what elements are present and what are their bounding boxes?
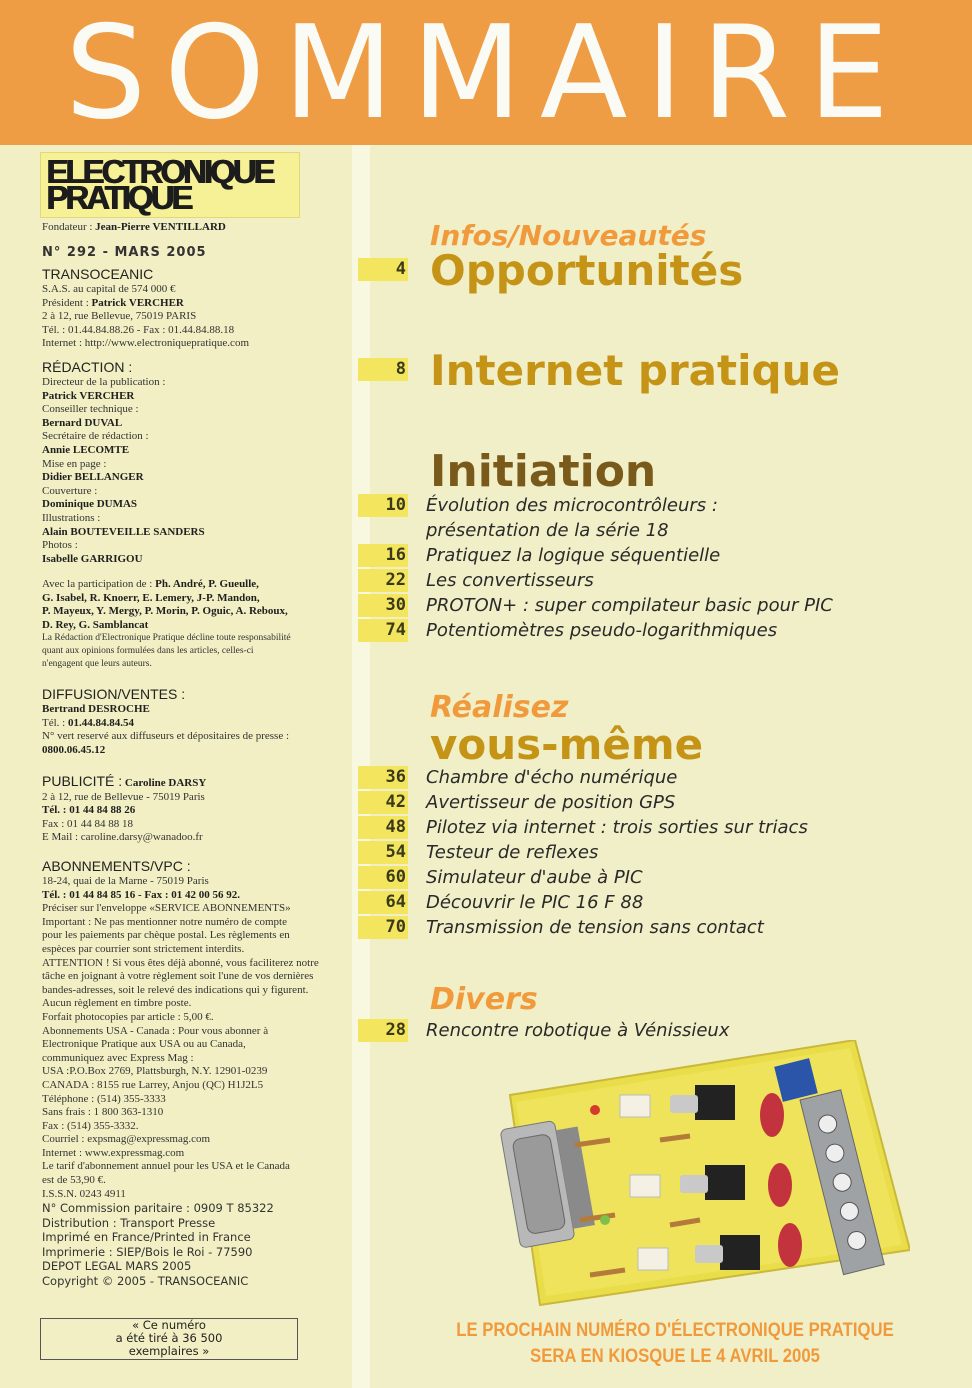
founder-line [42,221,226,235]
abonnement-line: USA :P.O.Box 2769, Plattsburgh, N.Y. 12901-0239 [42,1065,268,1078]
legal-line: Copyright © 2005 - TRANSOCEANIC [42,1273,249,1288]
abonnement-line: tâche en joignant à votre règlement soit l'une de vos dernières [42,970,314,983]
role-name: Alain BOUTEVEILLE SANDERS [42,525,205,538]
role-name: Annie LECOMTE [42,443,130,456]
abonnement-line: Téléphone : (514) 355-3333 [42,1092,166,1105]
participation-block [42,578,291,671]
toc-entry: PROTON+ : super compilateur basic pour PIC [426,595,833,616]
page-title: SOMMAIRE [65,0,907,145]
abonnement-line: Courriel : expsmag@expressmag.com [42,1133,211,1146]
page-number: 36 [358,766,408,789]
toc-entry: Les convertisseurs [426,570,594,591]
abonnement-line: espèces par courrier sont strictement interdits. [42,942,245,955]
print-run-box [40,1318,298,1360]
page-number: 70 [358,916,408,939]
founder-label: Fondateur : [42,221,93,233]
page-number: 60 [358,866,408,889]
print-run-line: exemplaires » [128,1344,210,1358]
toc-entry: Potentiomètres pseudo-logarithmiques [426,620,778,641]
diffusion-phone: 01.44.84.84.54 [67,716,134,729]
participation-line: Ph. André, P. Gueulle, [155,578,259,590]
legal-line: Imprimerie : SIEP/Bois le Roi - 77590 [42,1244,253,1259]
section-heading-infos: Infos/Nouveautés [430,219,707,252]
abonnement-line: Important : Ne pas mentionner notre numéro de compte [42,915,287,928]
publicite-email: E Mail : caroline.darsy@wanadoo.fr [42,831,203,844]
legal-line: N° Commission paritaire : 0909 T 85322 [42,1201,274,1216]
page-number: 42 [358,791,408,814]
participation-line: D. Rey, G. Samblancat [42,618,149,631]
abonnement-line: est de 53,90 €. [42,1174,106,1187]
company-block [42,265,249,351]
abonnement-line: Préciser sur l'enveloppe «SERVICE ABONNEMENTS» [42,902,291,915]
toc-entry: Pratiquez la logique séquentielle [426,545,721,566]
abonnement-line: ATTENTION ! Si vous êtes déjà abonné, vous faciliterez notre [42,956,319,969]
abonnement-line: Forfait photocopies par article : 5,00 €. [42,1010,214,1023]
print-run-line: a été tiré à 36 500 [115,1331,223,1345]
banner [0,0,972,145]
role-name: Patrick VERCHER [42,389,135,402]
logo-line-1: ELECTRONIQUE [46,153,273,190]
role-label: Directeur de la publication : [42,376,166,388]
section-heading-internet: Internet pratique [430,346,840,395]
green-number-label: N° vert reservé aux diffuseurs et dépositaires de presse : [42,730,290,743]
magazine-logo [40,152,300,218]
role-label: Mise en page : [42,457,107,470]
page-number: 16 [358,544,408,567]
role-label: Secrétaire de rédaction : [42,430,149,443]
legal-line: Distribution : Transport Presse [42,1215,216,1230]
toc-entry: Transmission de tension sans contact [426,917,764,938]
company-phone: Tél. : 01.44.84.88.26 - Fax : 01.44.84.88.18 [42,323,235,336]
participation-line: P. Mayeux, Y. Mergy, P. Morin, P. Oguic, A. Reboux, [42,605,288,618]
role-name: Isabelle GARRIGOU [42,552,143,565]
abonnement-line: Abonnements USA - Canada : Pour vous abonner à [42,1024,269,1037]
disclaimer-line: quant aux opinions formulées dans les articles, celles-ci [42,646,254,657]
role-label: Illustrations : [42,511,101,524]
publicite-phone: Tél. : 01 44 84 88 26 [42,804,136,817]
toc-entry: Testeur de reflexes [426,842,599,863]
section-heading-opportunites: Opportunités [430,246,744,295]
role-label: Photos : [42,539,78,552]
page-number: 28 [358,1019,408,1042]
abonnement-line: 18-24, quai de la Marne - 75019 Paris [42,875,209,887]
role-label: Conseiller technique : [42,403,139,416]
company-address: 2 à 12, rue Bellevue, 75019 PARIS [42,310,197,323]
green-number: 0800.06.45.12 [42,743,106,756]
toc-entry: Découvrir le PIC 16 F 88 [426,892,644,913]
abonnement-line: Fax : (514) 355-3332. [42,1119,139,1132]
abonnement-line: Internet : www.expressmag.com [42,1146,185,1159]
issue-number: N° 292 - MARS 2005 [42,245,207,260]
role-name: Didier BELLANGER [42,471,144,484]
abonnements-block [42,857,319,1288]
page-number: 30 [358,594,408,617]
toc-entry: Simulateur d'aube à PIC [426,867,643,888]
founder-name: Jean-Pierre VENTILLARD [95,221,226,233]
publicite-heading: PUBLICITÉ : [42,773,123,789]
participation-line: G. Isabel, R. Knoerr, E. Lemery, J-P. Mandon, [42,591,260,604]
role-name: Dominique DUMAS [42,498,138,511]
president-name: Patrick VERCHER [91,296,184,309]
section-heading-initiation: Initiation [430,446,657,497]
toc-entry: Rencontre robotique à Vénissieux [426,1020,730,1041]
page-number: 54 [358,841,408,864]
company-internet: Internet : http://www.electroniquepratique.com [42,337,249,350]
page-number: 22 [358,569,408,592]
publicite-address: 2 à 12, rue de Bellevue - 75019 Paris [42,790,205,803]
circuit-board-photo [480,1040,910,1310]
print-run-line: « Ce numéro [132,1318,206,1332]
page-number: 48 [358,816,408,839]
abonnement-line: pour les paiements par chèque postal. Les règlements en [42,929,290,942]
disclaimer-line: n'engagent que leurs auteurs. [42,659,152,670]
redaction-heading: RÉDACTION : [42,359,133,375]
next-issue-note [451,1318,900,1370]
logo-line-2: PRATIQUE [46,179,191,216]
toc-entry: Avertisseur de position GPS [426,792,676,813]
abonnement-line: CANADA : 8155 rue Larrey, Anjou (QC) H1J2L5 [42,1078,264,1091]
legal-line: DEPOT LEGAL MARS 2005 [42,1259,192,1274]
abonnement-line: Sans frais : 1 800 363-1310 [42,1106,164,1119]
next-issue-line: SERA EN KIOSQUE LE 4 AVRIL 2005 [530,1346,820,1367]
abonnement-line: I.S.S.N. 0243 4911 [42,1187,126,1200]
redaction-block [42,358,205,566]
company-name: TRANSOCEANIC [42,266,154,282]
publicite-block [42,772,206,845]
role-label: Couverture : [42,484,98,497]
section-heading-vous-meme: vous-même [430,720,704,769]
toc-entry: Pilotez via internet : trois sorties sur triacs [426,817,808,838]
role-name: Bernard DUVAL [42,416,123,429]
abonnements-heading: ABONNEMENTS/VPC : [42,858,191,874]
company-capital: S.A.S. au capital de 574 000 € [42,283,176,295]
abonnement-line: bandes-adresses, soit le relevé des indications qui y figurent. [42,983,309,996]
page-number: 4 [358,258,408,281]
abonnement-line: Le tarif d'abonnement annuel pour les USA et le Canada [42,1160,290,1173]
abonnement-line: Tél. : 01 44 84 85 16 - Fax : 01 42 00 56 92. [42,888,240,901]
abonnement-line: Electronique Pratique aux USA ou au Canada, [42,1038,246,1051]
toc-entry: Évolution des microcontrôleurs : [426,495,718,516]
participation-label: Avec la participation de : [42,578,153,590]
page-number: 8 [358,358,408,381]
president-label: Président : [42,296,89,309]
page-number: 74 [358,619,408,642]
legal-line: Imprimé en France/Printed in France [42,1230,251,1245]
page-number: 10 [358,494,408,517]
disclaimer-line: La Rédaction d'Electronique Pratique décline toute responsabilité [42,633,291,644]
abonnement-line: Aucun règlement en timbre poste. [42,997,192,1010]
toc-entry: Chambre d'écho numérique [426,767,678,788]
publicite-name: Caroline DARSY [124,777,207,789]
next-issue-line: LE PROCHAIN NUMÉRO D'ÉLECTRONIQUE PRATIQUE [456,1320,894,1341]
diffusion-name: Bertrand DESROCHE [42,703,150,715]
publicite-fax: Fax : 01 44 84 88 18 [42,817,134,830]
diffusion-block [42,685,289,757]
diffusion-heading: DIFFUSION/VENTES : [42,686,186,702]
page-number: 64 [358,891,408,914]
abonnement-line: communiquez avec Express Mag : [42,1051,194,1064]
diffusion-phone-label: Tél. : [42,716,66,729]
section-heading-divers: Divers [430,982,538,1017]
president-line [42,297,249,311]
toc-entry-continued: présentation de la série 18 [426,520,669,541]
section-heading-realisez: Réalisez [430,690,569,725]
